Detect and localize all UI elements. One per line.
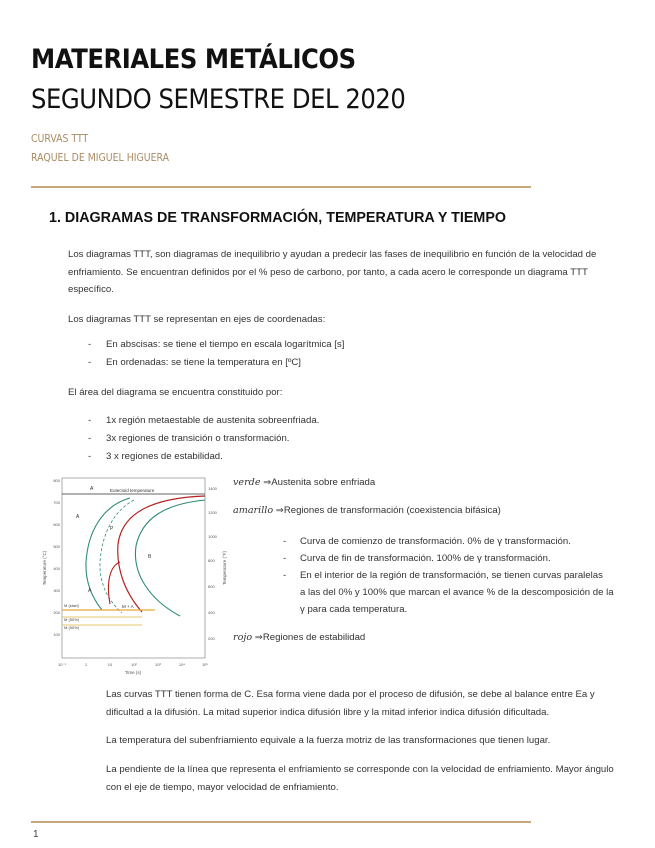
region-label: A bbox=[90, 486, 94, 492]
tick-label: 600 bbox=[208, 584, 215, 589]
tick-label: 100 bbox=[53, 632, 60, 637]
body-paragraph: La pendiente de la línea que representa el enfriamiento se corresponde con la velocidad de enfriamiento. Mayor ángulo con el eje de tiempo, mayor velocidad de enfriamiento. bbox=[106, 764, 614, 793]
tick-label: 10⁻¹ bbox=[58, 662, 66, 667]
tick-label: 10⁴ bbox=[178, 662, 186, 667]
area-intro: El área del diagrama se encuentra constituido por: bbox=[68, 387, 283, 398]
tick-label: 1000 bbox=[208, 534, 217, 539]
footer-divider bbox=[31, 821, 531, 823]
body-paragraph: Las curvas TTT tienen forma de C. Esa forma viene dada por el proceso de difusión, se debe al balance entre Ea y dificultad a la difusión. La mitad superior indica difusión libre y la mitad inferior indica difusión dificultada. bbox=[106, 689, 595, 718]
tick-label: 200 bbox=[208, 636, 215, 641]
body-paragraph: La temperatura del subenfriamiento equivale a la fuerza motriz de las transformaciones que tienen lugar. bbox=[106, 735, 551, 746]
tick-label: 1400 bbox=[208, 486, 217, 491]
topic-label: CURVAS TTT bbox=[31, 132, 89, 145]
tick-label: 500 bbox=[53, 544, 60, 549]
list-item: En ordenadas: se tiene la temperatura en [ºC] bbox=[106, 357, 301, 368]
tick-label: 10 bbox=[107, 662, 113, 667]
tick-label: 200 bbox=[53, 610, 60, 615]
bullet-dash: - bbox=[88, 451, 92, 462]
intro-paragraph: Los diagramas TTT, son diagramas de inequilibrio y ayudan a predecir las fases de inequilibrio en función de la velocidad de enfriamiento. Se encuentran definidos por el % peso de carbono, por tanto, a cada acero le corresponde un diagrama TTT específico. bbox=[68, 249, 597, 295]
region-label: M + A bbox=[122, 604, 134, 609]
document-title: MATERIALES METÁLICOS bbox=[31, 44, 356, 75]
list-item: 1x región metaestable de austenita sobreenfriada. bbox=[106, 415, 320, 426]
y-right-ticks bbox=[208, 486, 218, 641]
tick-label: 10² bbox=[131, 662, 137, 667]
x-axis-label: Time (s) bbox=[124, 670, 142, 675]
legend-verde bbox=[233, 477, 375, 488]
legend-key: amarillo bbox=[233, 505, 274, 516]
bullet-dash: - bbox=[283, 553, 287, 564]
legend-text: ⇒Austenita sobre enfriada bbox=[263, 477, 376, 488]
page-number: 1 bbox=[33, 829, 39, 840]
eutectoid-label: Eutectoid temperature bbox=[110, 488, 155, 493]
list-item: 3x regiones de transición o transformación. bbox=[106, 433, 290, 444]
list-item: Curva de comienzo de transformación. 0% de γ transformación. bbox=[300, 536, 571, 547]
region-label: P bbox=[110, 526, 114, 532]
legend-rojo bbox=[233, 632, 365, 643]
tick-label: 600 bbox=[53, 522, 60, 527]
bullet-dash: - bbox=[88, 357, 92, 368]
list-item-continuation: γ para cada temperatura. bbox=[300, 604, 408, 615]
region-label: A bbox=[76, 514, 80, 520]
legend-amarillo bbox=[233, 505, 501, 516]
tick-label: 700 bbox=[53, 500, 60, 505]
tick-label: 300 bbox=[53, 588, 60, 593]
document-subtitle: SEGUNDO SEMESTRE DEL 2020 bbox=[31, 84, 406, 115]
y-left-label: Temperature (°C) bbox=[42, 550, 47, 586]
region-label: B bbox=[148, 554, 152, 560]
ms-label: M (start) bbox=[64, 603, 79, 608]
y-left-ticks bbox=[53, 478, 60, 637]
region-label: A bbox=[88, 588, 92, 594]
legend-text: ⇒Regiones de transformación (coexistencia bifásica) bbox=[275, 505, 501, 516]
section-heading: 1. DIAGRAMAS DE TRANSFORMACIÓN, TEMPERATURA Y TIEMPO bbox=[49, 210, 506, 226]
tick-label: 10³ bbox=[155, 662, 161, 667]
legend-text: ⇒Regiones de estabilidad bbox=[254, 632, 366, 643]
axes-intro: Los diagramas TTT se representan en ejes de coordenadas: bbox=[68, 314, 326, 325]
tick-label: 1 bbox=[84, 662, 88, 667]
tick-label: 400 bbox=[53, 566, 60, 571]
tick-label: 400 bbox=[208, 610, 215, 615]
author-name: RAQUEL DE MIGUEL HIGUERA bbox=[31, 151, 170, 164]
plot-frame bbox=[62, 478, 205, 658]
header-divider bbox=[31, 186, 531, 188]
m90-label: M (90%) bbox=[64, 625, 80, 630]
y-right-label: Temperature (°F) bbox=[222, 550, 227, 586]
bullet-dash: - bbox=[283, 570, 287, 581]
bullet-dash: - bbox=[88, 415, 92, 426]
x-ticks bbox=[58, 662, 208, 667]
list-item: 3 x regiones de estabilidad. bbox=[106, 451, 223, 462]
tick-label: 10⁵ bbox=[201, 662, 209, 667]
bullet-dash: - bbox=[88, 433, 92, 444]
legend-key: verde bbox=[233, 477, 261, 488]
tick-label: 800 bbox=[53, 478, 60, 483]
legend-key: rojo bbox=[233, 632, 253, 643]
list-item: Curva de fin de transformación. 100% de γ transformación. bbox=[300, 553, 551, 564]
tick-label: 1200 bbox=[208, 510, 217, 515]
bullet-dash: - bbox=[88, 339, 92, 350]
ttt-diagram bbox=[30, 470, 230, 682]
tick-label: 800 bbox=[208, 558, 215, 563]
list-item-continuation: a las del 0% y 100% que marcan el avance % de la descomposición de la bbox=[300, 587, 614, 598]
m50-label: M (50%) bbox=[64, 617, 80, 622]
bullet-dash: - bbox=[283, 536, 287, 547]
list-item: En abscisas: se tiene el tiempo en escala logarítmica [s] bbox=[106, 339, 345, 350]
list-item: En el interior de la región de transformación, se tienen curvas paralelas bbox=[300, 570, 603, 581]
